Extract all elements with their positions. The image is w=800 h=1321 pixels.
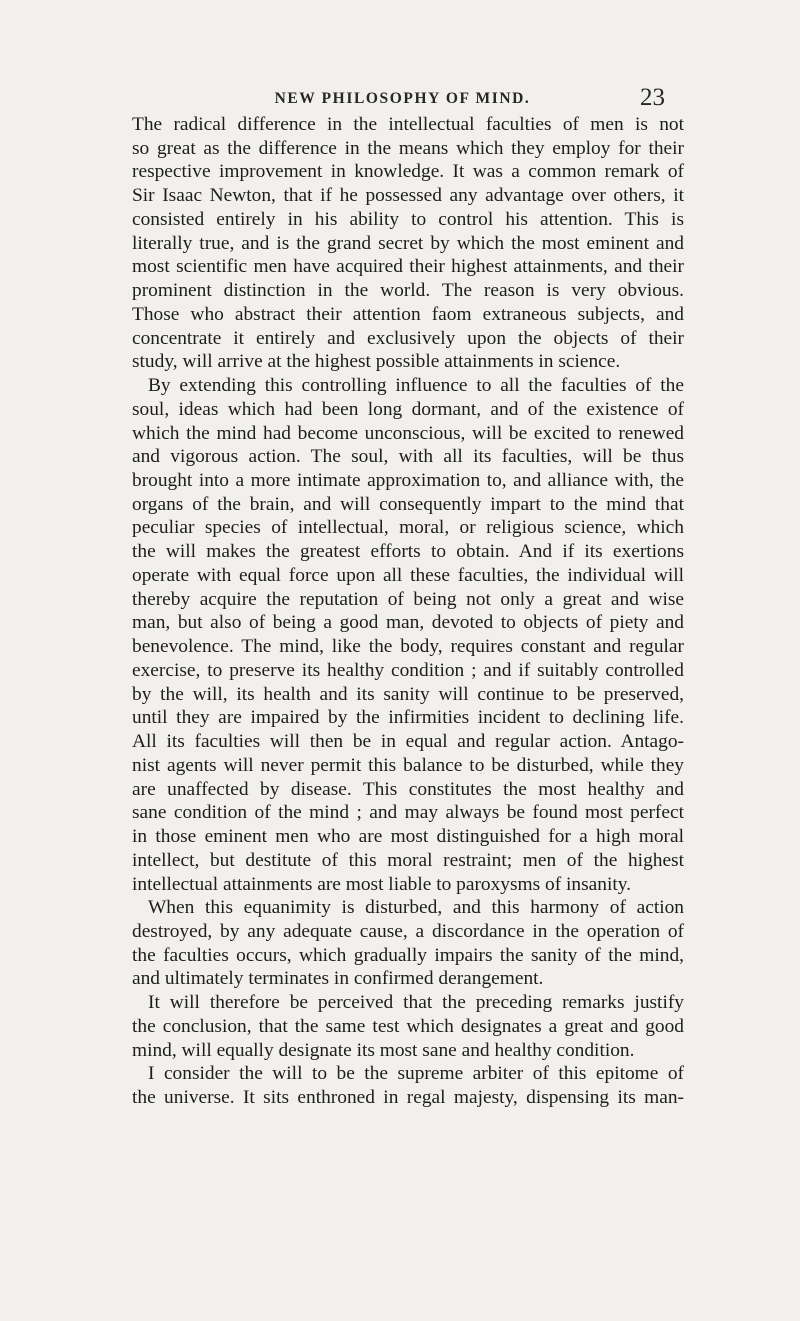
text-line: study, will arrive at the highest possible attainments in science. bbox=[132, 351, 621, 373]
text-line: concentrate it entirely and exclusively upon the objects of their bbox=[132, 327, 684, 349]
text-line: and vigorous action. The soul, with all its faculties, will be thus bbox=[132, 446, 684, 468]
text-line: the conclusion, that the same test which designates a great and good bbox=[132, 1015, 684, 1037]
text-line: are unaffected by disease. This constitutes the most healthy and bbox=[132, 778, 684, 800]
text-line: I consider the will to be the supreme arbiter of this epitome of bbox=[148, 1063, 684, 1085]
text-line: the faculties occurs, which gradually impairs the sanity of the mind, bbox=[132, 944, 684, 966]
text-line: thereby acquire the reputation of being not only a great and wise bbox=[132, 588, 684, 610]
text-line: mind, will equally designate its most sane and healthy condition. bbox=[132, 1039, 635, 1061]
text-line: benevolence. The mind, like the body, requires constant and regular bbox=[132, 636, 684, 658]
text-line: All its faculties will then be in equal and regular action. Antago- bbox=[132, 731, 684, 753]
text-line: in those eminent men who are most distinguished for a high moral bbox=[132, 826, 684, 848]
text-line: until they are impaired by the infirmities incident to declining life. bbox=[132, 707, 684, 729]
text-line: By extending this controlling influence to all the faculties of the bbox=[148, 375, 684, 397]
text-line: When this equanimity is disturbed, and this harmony of action bbox=[148, 897, 684, 919]
text-line: soul, ideas which had been long dormant, and of the existence of bbox=[132, 398, 684, 420]
text-line: the universe. It sits enthroned in regal majesty, dispensing its man- bbox=[132, 1087, 684, 1109]
text-line: The radical difference in the intellectual faculties of men is not bbox=[132, 114, 684, 135]
text-line: by the will, its health and its sanity will continue to be preserved, bbox=[132, 683, 684, 705]
text-line: sane condition of the mind ; and may always be found most perfect bbox=[132, 802, 684, 824]
text-line: most scientific men have acquired their highest attainments, and their bbox=[132, 256, 684, 278]
text-line: destroyed, by any adequate cause, a discordance in the operation of bbox=[132, 920, 684, 942]
text-line: brought into a more intimate approximation to, and alliance with, the bbox=[132, 470, 684, 492]
text-line: which the mind had become unconscious, will be excited to renewed bbox=[132, 422, 684, 444]
text-line: consisted entirely in his ability to control his attention. This is bbox=[132, 208, 684, 230]
text-line: and ultimately terminates in confirmed derangement. bbox=[132, 968, 544, 990]
page-number: 23 bbox=[640, 84, 665, 111]
body-text bbox=[132, 113, 684, 1110]
text-line: It will therefore be perceived that the preceding remarks justify bbox=[148, 992, 684, 1014]
text-line: organs of the brain, and will consequently impart to the mind that bbox=[132, 493, 684, 515]
text-line: operate with equal force upon all these faculties, the individual will bbox=[132, 564, 684, 586]
text-line: exercise, to preserve its healthy condition ; and if suitably controlled bbox=[132, 659, 684, 681]
text-line: prominent distinction in the world. The reason is very obvious. bbox=[132, 280, 684, 302]
text-line: nist agents will never permit this balance to be disturbed, while they bbox=[132, 754, 684, 776]
text-line: the will makes the greatest efforts to obtain. And if its exertions bbox=[132, 541, 684, 563]
text-line: literally true, and is the grand secret by which the most eminent and bbox=[132, 232, 684, 254]
text-line: respective improvement in knowledge. It was a common remark of bbox=[132, 161, 684, 183]
text-line: intellect, but destitute of this moral restraint; men of the highest bbox=[132, 849, 684, 871]
text-line: Those who abstract their attention faom extraneous subjects, and bbox=[132, 303, 684, 325]
text-line: Sir Isaac Newton, that if he possessed any advantage over others, it bbox=[132, 185, 684, 207]
text-line: intellectual attainments are most liable to paroxysms of insanity. bbox=[132, 873, 632, 895]
running-head-title: NEW PHILOSOPHY OF MIND. bbox=[274, 90, 531, 107]
text-line: so great as the difference in the means which they employ for their bbox=[132, 137, 684, 159]
text-line: man, but also of being a good man, devoted to objects of piety and bbox=[132, 612, 684, 634]
text-line: peculiar species of intellectual, moral, or religious science, which bbox=[132, 517, 684, 539]
